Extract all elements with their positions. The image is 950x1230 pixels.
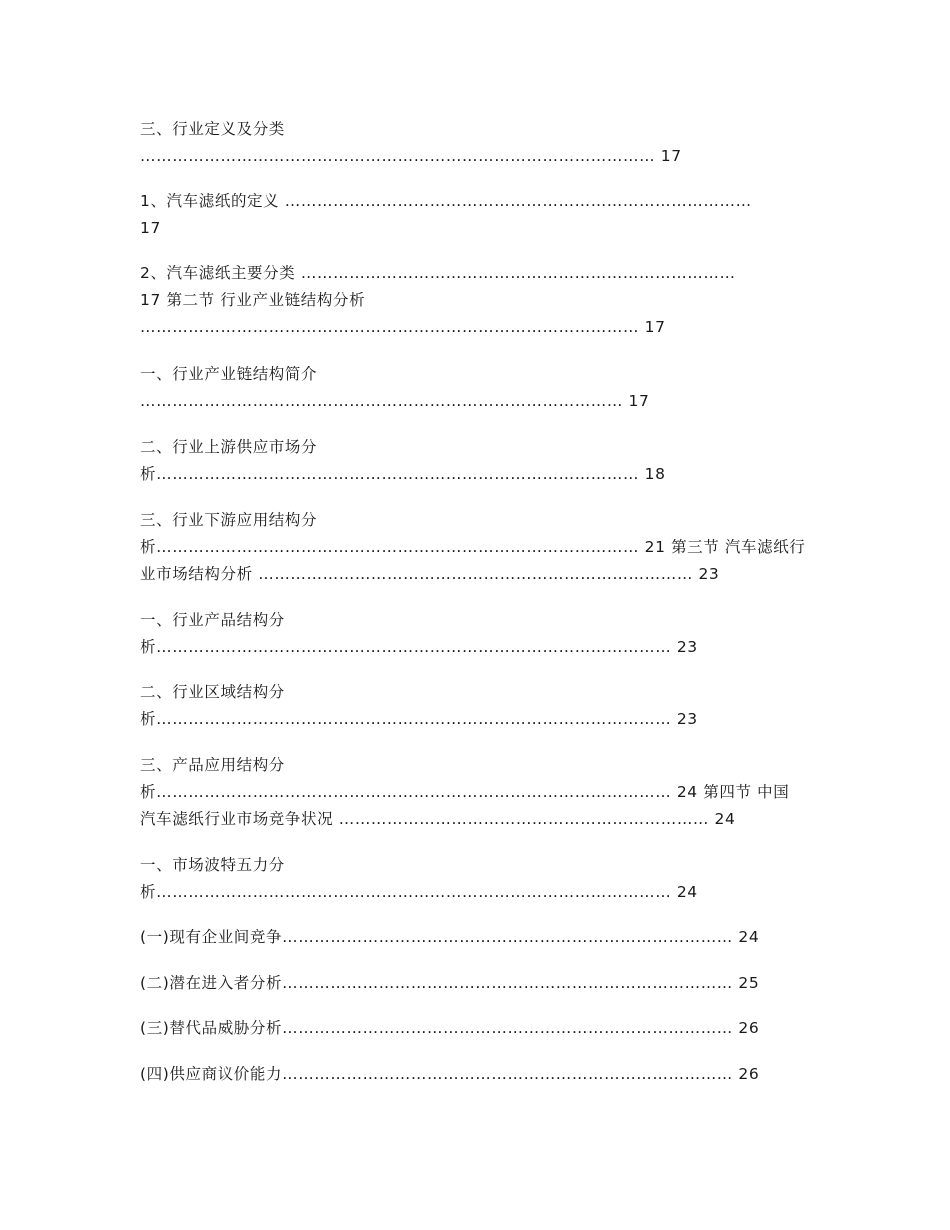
toc-line: 业市场结构分析 ……………………………………………………………………… 23 — [140, 565, 720, 583]
toc-entry[interactable] — [140, 1061, 820, 1088]
toc-line: …………………………………………………………………………………… 17 — [140, 147, 682, 165]
toc-entry[interactable] — [140, 361, 820, 415]
toc-line: 汽车滤纸行业市场竞争状况 …………………………………………………………… 24 — [140, 810, 736, 828]
toc-entry[interactable] — [140, 852, 820, 906]
toc-entry[interactable] — [140, 679, 820, 733]
toc-line: 三、行业定义及分类 — [140, 120, 285, 138]
toc-entry[interactable] — [140, 260, 820, 341]
toc-entry[interactable] — [140, 507, 820, 588]
toc-line: 2、汽车滤纸主要分类 ……………………………………………………………………… — [140, 264, 736, 282]
toc-line: 析…………………………………………………………………………………… 24 — [140, 883, 698, 901]
toc-line: 一、行业产业链结构简介 — [140, 365, 318, 383]
toc-entry[interactable] — [140, 188, 820, 242]
toc-line: (四)供应商议价能力………………………………………………………………………… 26 — [140, 1065, 760, 1083]
toc-line: 析…………………………………………………………………………………… 23 — [140, 710, 698, 728]
toc-entry[interactable] — [140, 434, 820, 488]
toc-line: 二、行业上游供应市场分 — [140, 438, 318, 456]
toc-line: 析……………………………………………………………………………… 18 — [140, 465, 666, 483]
toc-line: 一、市场波特五力分 — [140, 856, 285, 874]
toc-entry[interactable] — [140, 752, 820, 833]
toc-line: 一、行业产品结构分 — [140, 611, 285, 629]
toc-line: (一)现有企业间竞争………………………………………………………………………… 24 — [140, 928, 760, 946]
toc-entry[interactable] — [140, 924, 820, 951]
toc-line: ……………………………………………………………………………… 17 — [140, 392, 650, 410]
toc-line: (三)替代品威胁分析………………………………………………………………………… 26 — [140, 1019, 760, 1037]
toc-entry[interactable] — [140, 970, 820, 997]
toc-line: (二)潜在进入者分析………………………………………………………………………… 25 — [140, 974, 760, 992]
toc-line: ………………………………………………………………………………… 17 — [140, 318, 666, 336]
toc-line: 17 — [140, 219, 161, 237]
toc-line: 17 第二节 行业产业链结构分析 — [140, 291, 366, 309]
toc-entry[interactable] — [140, 607, 820, 661]
toc-line: 三、产品应用结构分 — [140, 756, 285, 774]
toc-line: 二、行业区域结构分 — [140, 683, 285, 701]
toc-line: 析…………………………………………………………………………………… 23 — [140, 638, 698, 656]
toc-line: 三、行业下游应用结构分 — [140, 511, 318, 529]
toc-line: 1、汽车滤纸的定义 …………………………………………………………………………… — [140, 192, 752, 210]
toc-entry[interactable] — [140, 116, 820, 170]
toc-entry[interactable] — [140, 1015, 820, 1042]
toc-line: 析……………………………………………………………………………… 21 第三节 汽车滤纸行 — [140, 538, 806, 556]
toc-line: 析…………………………………………………………………………………… 24 第四节 中国 — [140, 783, 790, 801]
